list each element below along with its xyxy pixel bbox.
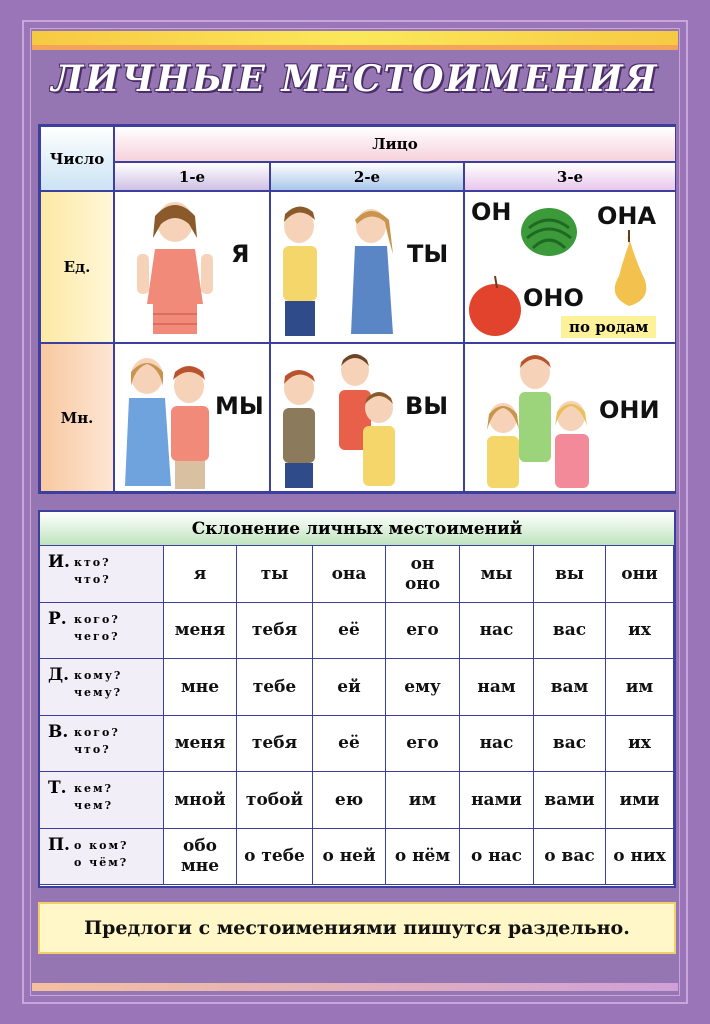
case-question-1: кого?	[74, 725, 120, 739]
pronoun-form-cell: ему	[386, 659, 460, 716]
pronoun-form-cell: ты	[237, 546, 313, 603]
case-question-2: чем?	[74, 799, 114, 812]
pronoun-form-cell: мной	[164, 772, 237, 829]
case-label-cell	[40, 603, 164, 660]
pronoun-form-cell: тебя	[237, 716, 313, 773]
header-chislo: Число	[40, 126, 114, 191]
pronoun-form-cell: ею	[313, 772, 386, 829]
pronoun-ona: ОНА	[597, 202, 657, 230]
pronoun-form-cell: я	[164, 546, 237, 603]
pronoun-form-cell: его	[386, 716, 460, 773]
pronoun-form-cell: вас	[534, 716, 606, 773]
case-questions	[74, 667, 122, 701]
pronoun-oni: ОНИ	[599, 396, 660, 424]
case-questions	[74, 837, 128, 871]
cell-sing-2	[270, 191, 464, 343]
header-person-2: 2-е	[270, 162, 464, 191]
header-lico: Лицо	[114, 126, 676, 162]
row-label-plural: Мн.	[40, 343, 114, 492]
case-question-1: кто?	[74, 556, 111, 569]
pronoun-form-cell: вас	[534, 603, 606, 660]
pronoun-form-cell: его	[386, 603, 460, 660]
top-decor-bar	[32, 31, 678, 45]
case-question-1: кем?	[74, 782, 113, 795]
pronoun-form-cell: им	[606, 659, 674, 716]
pronoun-form-cell: мне	[164, 659, 237, 716]
person-table	[38, 124, 676, 494]
declension-title: Склонение личных местоимений	[40, 512, 674, 546]
case-letter: П.	[48, 834, 70, 855]
case-letter: И.	[48, 552, 70, 572]
row-label-singular: Ед.	[40, 191, 114, 343]
pronoun-form-cell: нами	[460, 772, 534, 829]
pronoun-vy: ВЫ	[405, 392, 449, 420]
three-kids-illustration	[471, 346, 601, 491]
two-girls-illustration	[117, 346, 217, 491]
po-rodam-note: по родам	[561, 316, 656, 338]
pronoun-ty: ТЫ	[407, 240, 449, 268]
pronoun-form-cell: о нём	[386, 829, 460, 886]
pronoun-form-cell: вы	[534, 546, 606, 603]
pronoun-on: ОН	[471, 198, 512, 226]
case-letter: Т.	[48, 778, 67, 798]
pronoun-form-cell: обо мне	[164, 829, 237, 886]
pronoun-my: МЫ	[215, 392, 264, 420]
case-questions	[74, 724, 120, 758]
pronoun-form-cell: меня	[164, 716, 237, 773]
pronoun-form-cell: мы	[460, 546, 534, 603]
pronoun-form-cell: тобой	[237, 772, 313, 829]
girl-illustration	[123, 194, 223, 342]
cell-plur-1	[114, 343, 270, 492]
case-label-cell	[40, 772, 164, 829]
pronoun-form-cell: он оно	[386, 546, 460, 603]
case-letter: Р.	[48, 608, 67, 629]
pronoun-form-cell: их	[606, 716, 674, 773]
pronoun-ono: ОНО	[523, 284, 584, 312]
pronoun-form-cell: им	[386, 772, 460, 829]
pronoun-form-cell: о нас	[460, 829, 534, 886]
case-question-2: что?	[74, 742, 111, 756]
pronoun-form-cell: нас	[460, 603, 534, 660]
pronoun-form-cell: о вас	[534, 829, 606, 886]
pronoun-form-cell: о ней	[313, 829, 386, 886]
watermelon-icon	[519, 198, 579, 258]
top-decor-stripe	[32, 45, 678, 50]
pronoun-form-cell: она	[313, 546, 386, 603]
pronoun-form-cell: их	[606, 603, 674, 660]
case-label-cell	[40, 829, 164, 886]
apple-icon	[467, 272, 527, 338]
pronoun-form-cell: нас	[460, 716, 534, 773]
poster-title: ЛИЧНЫЕ МЕСТОИМЕНИЯ	[51, 58, 659, 100]
boy-and-girl-illustration	[275, 194, 405, 342]
case-questions	[74, 611, 120, 645]
case-question-2: о чём?	[74, 855, 129, 869]
pronoun-form-cell: тебя	[237, 603, 313, 660]
pronoun-form-cell: они	[606, 546, 674, 603]
case-letter: Д.	[48, 665, 70, 685]
case-questions	[74, 554, 111, 588]
footer-rule: Предлоги с местоимениями пишутся раздельно.	[38, 902, 676, 954]
case-label-cell	[40, 659, 164, 716]
case-label-cell	[40, 716, 164, 773]
pear-icon	[605, 230, 655, 310]
cell-sing-1	[114, 191, 270, 343]
case-question-1: о ком?	[74, 838, 129, 852]
case-letter: В.	[48, 721, 69, 742]
pronoun-form-cell: нам	[460, 659, 534, 716]
pronoun-form-cell: её	[313, 716, 386, 773]
pronoun-form-cell: ей	[313, 659, 386, 716]
pronoun-form-cell: тебе	[237, 659, 313, 716]
pronoun-form-cell: о тебе	[237, 829, 313, 886]
pronoun-ya: Я	[231, 240, 250, 268]
cell-sing-3	[464, 191, 676, 343]
pronoun-form-cell: вами	[534, 772, 606, 829]
case-label-cell	[40, 546, 164, 603]
header-person-1: 1-е	[114, 162, 270, 191]
bottom-decor-bar	[32, 983, 678, 991]
case-question-2: что?	[74, 573, 111, 586]
header-person-3: 3-е	[464, 162, 676, 191]
declension-table	[38, 510, 676, 888]
case-questions	[74, 780, 113, 814]
case-question-1: кого?	[74, 612, 120, 626]
case-question-1: кому?	[74, 669, 123, 682]
case-question-2: чего?	[74, 629, 120, 643]
pronoun-form-cell: её	[313, 603, 386, 660]
pronoun-form-cell: ими	[606, 772, 674, 829]
cell-plur-2	[270, 343, 464, 492]
pronoun-form-cell: о них	[606, 829, 674, 886]
cell-plur-3	[464, 343, 676, 492]
case-question-2: чему?	[74, 686, 123, 699]
pronoun-form-cell: вам	[534, 659, 606, 716]
three-boys-illustration	[275, 346, 405, 491]
pronoun-form-cell: меня	[164, 603, 237, 660]
